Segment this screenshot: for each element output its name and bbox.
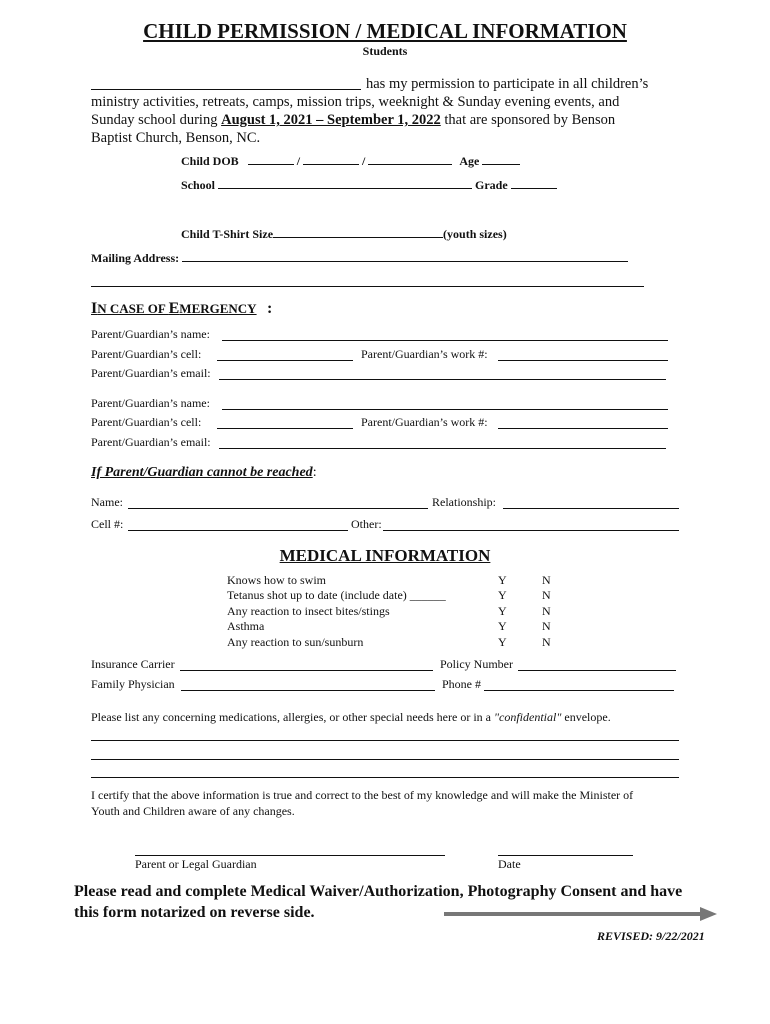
no-option[interactable]: N: [542, 573, 551, 587]
arrow-right-icon: [444, 906, 719, 922]
guardian1-work-label: Parent/Guardian’s work #:: [361, 347, 488, 361]
no-option[interactable]: N: [542, 604, 551, 618]
no-option[interactable]: N: [542, 635, 551, 649]
dob-day-field[interactable]: [303, 153, 359, 165]
permission-line-4: Baptist Church, Benson, NC.: [91, 130, 261, 146]
child-name-line[interactable]: [91, 89, 361, 90]
other-field[interactable]: [383, 530, 679, 531]
medical-item: Asthma: [227, 619, 265, 633]
permission-line-3: Sunday school during August 1, 2021 – September 1, 2022 that are sponsored by Benson: [91, 112, 616, 128]
insurance-field[interactable]: [180, 670, 433, 671]
other-label: Other:: [351, 517, 382, 531]
guardian1-work-field[interactable]: [498, 360, 668, 361]
alt-name-label: Name:: [91, 495, 123, 509]
medical-title: MEDICAL INFORMATION: [279, 546, 491, 565]
footer-line-1: Please read and complete Medical Waiver/Authorization, Photography Consent and have: [74, 883, 683, 900]
medications-line-1[interactable]: [91, 740, 679, 741]
tshirt-field[interactable]: [273, 226, 443, 238]
permission-line-1: has my permission to participate in all children’s: [366, 76, 649, 92]
insurance-label: Insurance Carrier: [91, 657, 175, 671]
medical-item: Tetanus shot up to date (include date) ______: [227, 588, 446, 602]
dob-year-field[interactable]: [368, 153, 452, 165]
policy-field[interactable]: [518, 670, 676, 671]
revised-date: REVISED: 9/22/2021: [597, 929, 705, 943]
school-field[interactable]: [218, 177, 472, 189]
guardian2-work-field[interactable]: [498, 428, 668, 429]
phone-label: Phone #: [442, 677, 481, 691]
yes-option[interactable]: Y: [498, 573, 507, 587]
physician-field[interactable]: [181, 690, 435, 691]
age-field[interactable]: [482, 153, 520, 165]
guardian1-name-label: Parent/Guardian’s name:: [91, 327, 210, 341]
guardian2-name-field[interactable]: [222, 409, 668, 410]
relationship-field[interactable]: [503, 508, 679, 509]
footer-line-2: this form notarized on reverse side.: [74, 904, 315, 921]
guardian2-work-label: Parent/Guardian’s work #:: [361, 415, 488, 429]
yes-option[interactable]: Y: [498, 619, 507, 633]
medical-item: Any reaction to insect bites/stings: [227, 604, 390, 618]
guardian1-email-label: Parent/Guardian’s email:: [91, 366, 211, 380]
emergency-colon: :: [267, 300, 273, 317]
guardian1-cell-field[interactable]: [217, 360, 353, 361]
guardian1-name-field[interactable]: [222, 340, 668, 341]
guardian2-name-label: Parent/Guardian’s name:: [91, 396, 210, 410]
medical-item: Any reaction to sun/sunburn: [227, 635, 364, 649]
alt-cell-field[interactable]: [128, 530, 348, 531]
guardian1-cell-label: Parent/Guardian’s cell:: [91, 347, 202, 361]
physician-label: Family Physician: [91, 677, 175, 691]
guardian2-cell-field[interactable]: [217, 428, 353, 429]
medications-line-2[interactable]: [91, 759, 679, 760]
unreachable-heading: If Parent/Guardian cannot be reached:: [91, 465, 317, 480]
yes-option[interactable]: Y: [498, 604, 507, 618]
tshirt-row: Child T-Shirt Size (youth sizes): [181, 227, 507, 241]
mailing-row: Mailing Address:: [91, 250, 628, 266]
guardian-signature-label: Parent or Legal Guardian: [135, 857, 257, 871]
permission-line-2: ministry activities, retreats, camps, mission trips, weeknight & Sunday evening events, and: [91, 94, 620, 110]
medical-item: Knows how to swim: [227, 573, 327, 587]
alt-name-field[interactable]: [128, 508, 428, 509]
policy-label: Policy Number: [440, 657, 513, 671]
guardian2-email-label: Parent/Guardian’s email:: [91, 435, 211, 449]
guardian2-email-field[interactable]: [219, 448, 666, 449]
no-option[interactable]: N: [542, 588, 551, 602]
date-label: Date: [498, 857, 521, 871]
guardian-signature-field[interactable]: [135, 855, 445, 856]
phone-field[interactable]: [484, 690, 674, 691]
mailing-field-2[interactable]: [91, 286, 644, 287]
certify-line-2: Youth and Children aware of any changes.: [91, 804, 295, 818]
medications-line-3[interactable]: [91, 777, 679, 778]
alt-cell-label: Cell #:: [91, 517, 124, 531]
guardian2-cell-label: Parent/Guardian’s cell:: [91, 415, 202, 429]
mailing-field-1[interactable]: [182, 250, 628, 262]
page-title: CHILD PERMISSION / MEDICAL INFORMATION: [143, 19, 627, 43]
dob-row: Child DOB / / Age: [181, 153, 520, 169]
school-row: School Grade: [181, 177, 557, 193]
page-subtitle: Students: [362, 44, 408, 58]
medications-instruction: Please list any concerning medications, allergies, or other special needs here or in a "confidential" envelope.: [91, 710, 611, 724]
emergency-heading: IN CASE OF EMERGENCY: [91, 300, 257, 317]
date-field[interactable]: [498, 855, 633, 856]
guardian1-email-field[interactable]: [219, 379, 666, 380]
yes-option[interactable]: Y: [498, 635, 507, 649]
date-range: August 1, 2021 – September 1, 2022: [221, 112, 441, 128]
relationship-label: Relationship:: [432, 495, 496, 509]
no-option[interactable]: N: [542, 619, 551, 633]
yes-option[interactable]: Y: [498, 588, 507, 602]
dob-month-field[interactable]: [248, 153, 294, 165]
grade-field[interactable]: [511, 177, 557, 189]
certify-line-1: I certify that the above information is true and correct to the best of my knowledge and will make the Minister of: [91, 788, 634, 802]
